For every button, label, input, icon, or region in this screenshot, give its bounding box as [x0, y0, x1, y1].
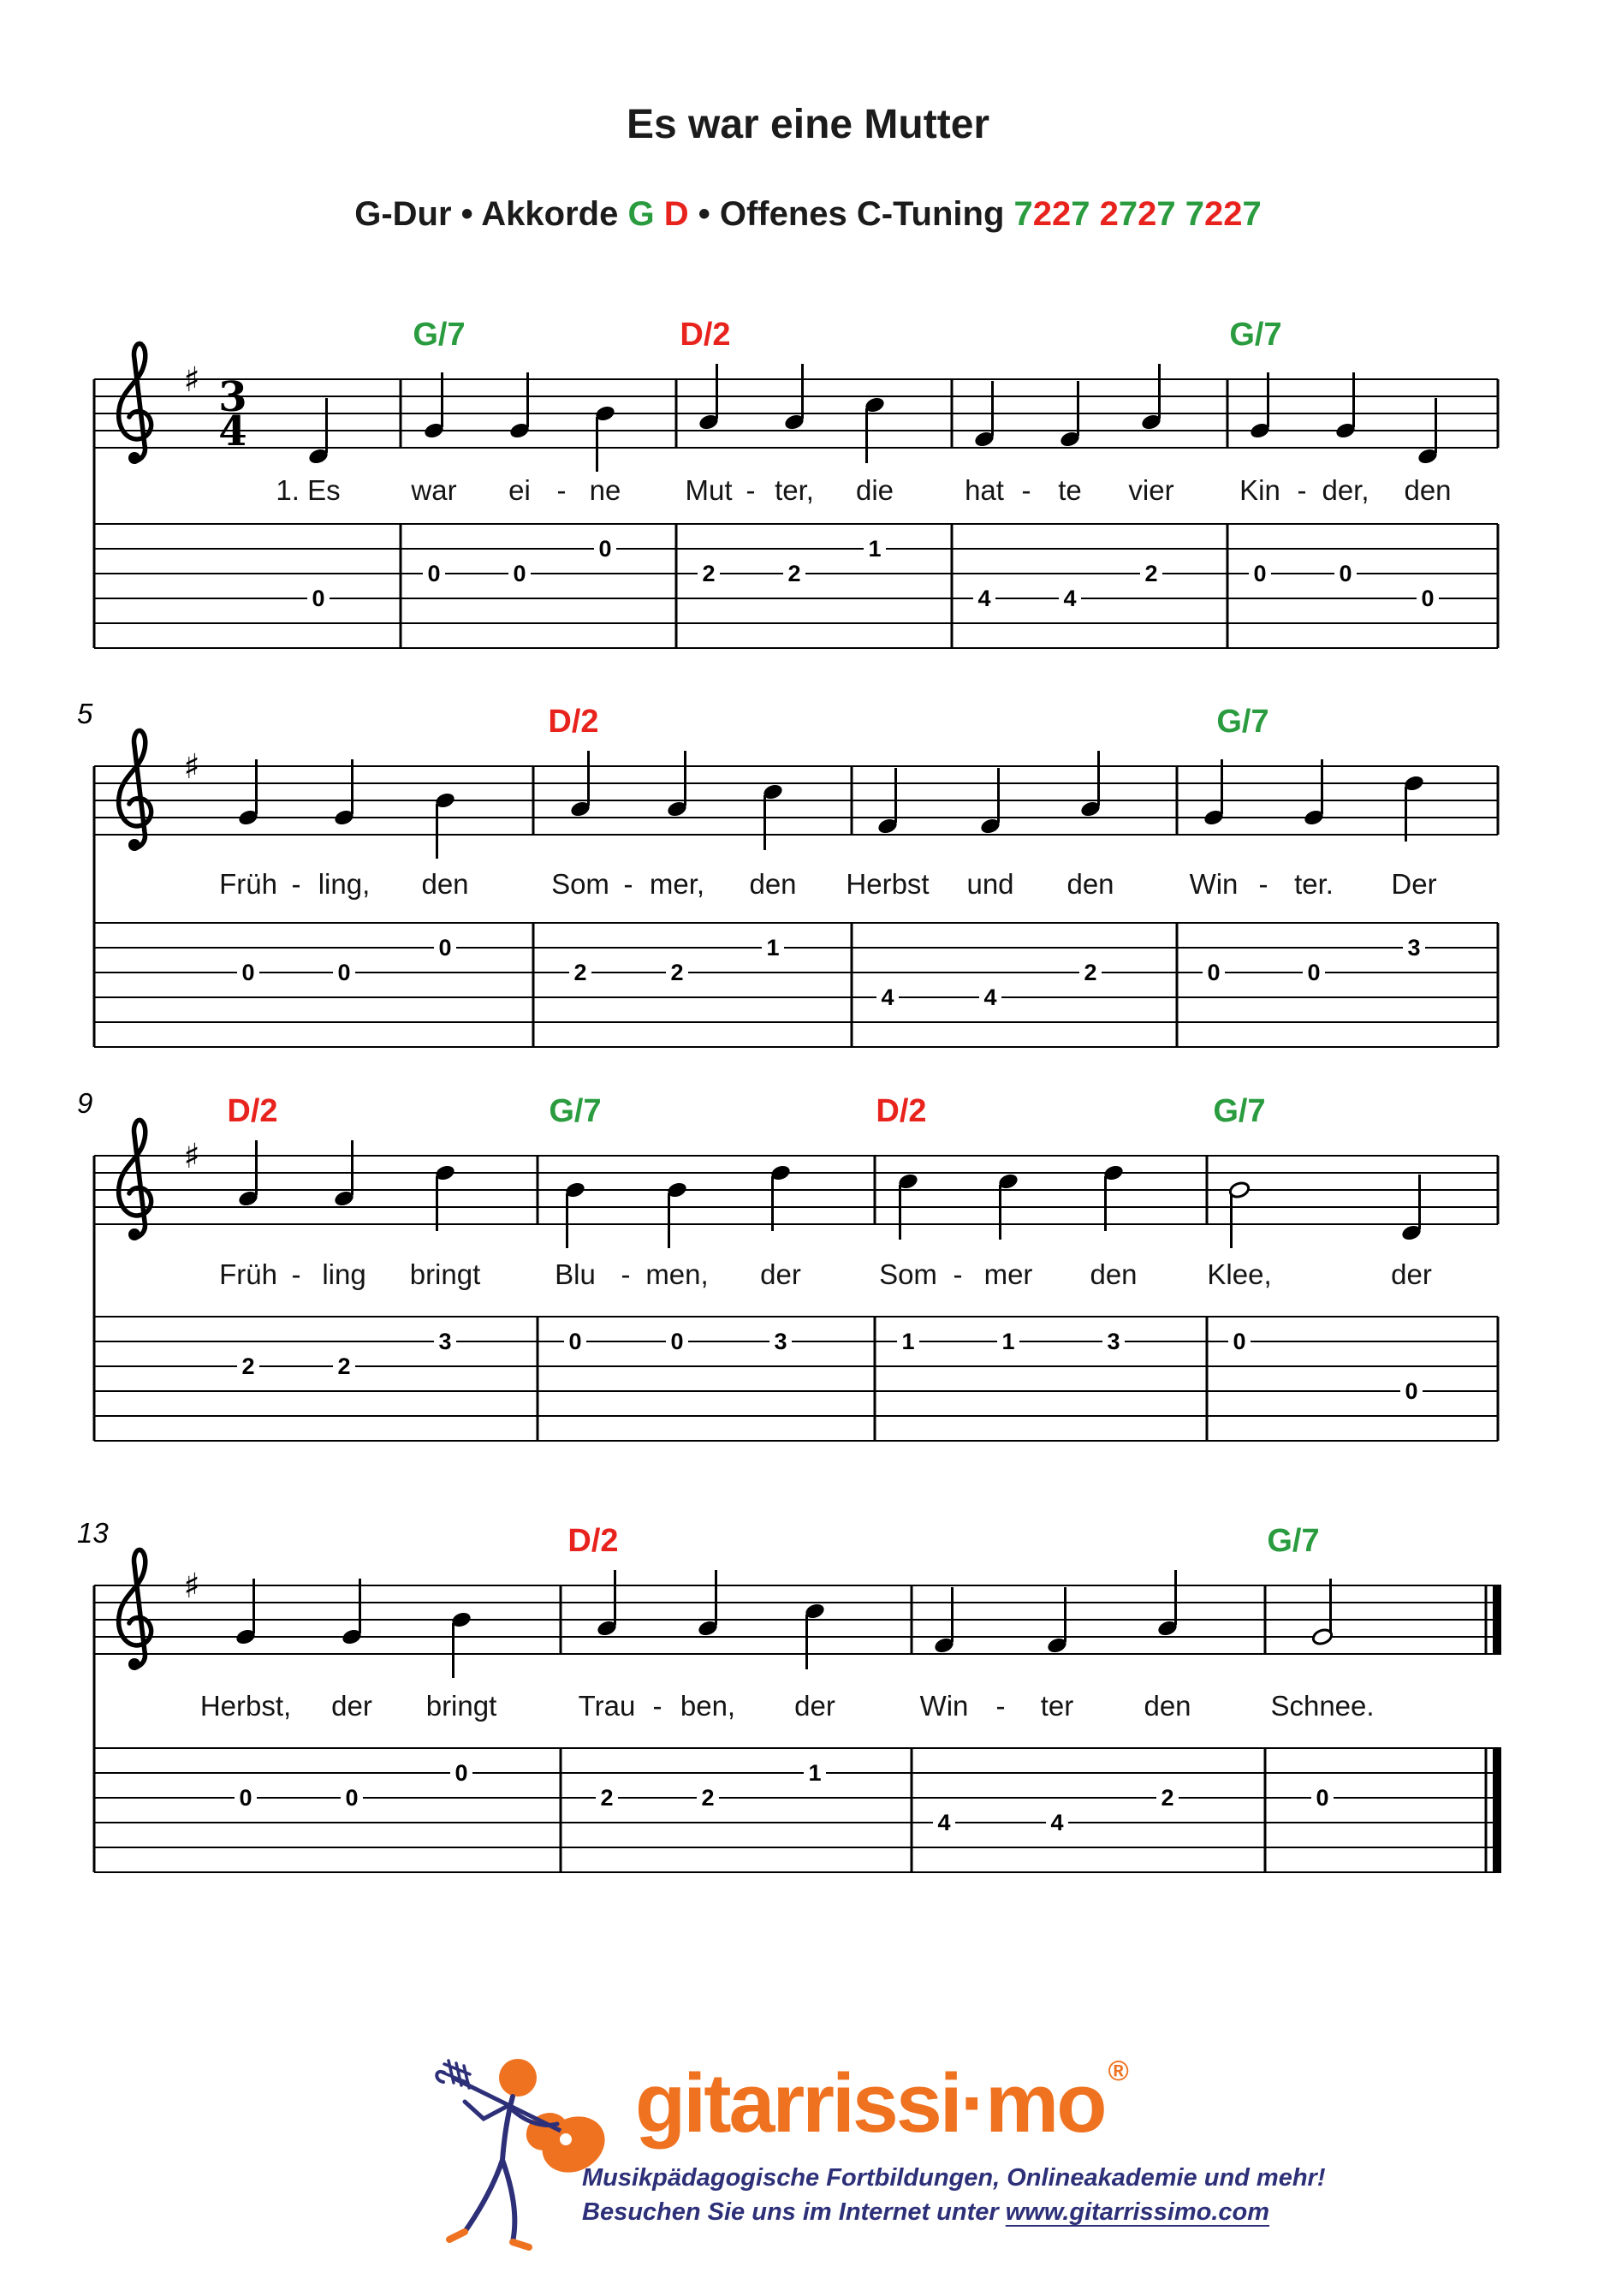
lyric-hyphen: - — [291, 1258, 301, 1290]
note — [307, 398, 330, 466]
lyric-syllable: ling — [322, 1258, 366, 1290]
website-link[interactable]: www.gitarrissimo.com — [1005, 2198, 1270, 2226]
chord-label: D/2 — [227, 1093, 278, 1129]
note — [423, 372, 445, 440]
note — [341, 1579, 363, 1646]
chord-label: D/2 — [876, 1093, 927, 1129]
treble-clef-icon — [119, 1550, 152, 1668]
chord-label: D/2 — [680, 317, 731, 353]
tab-fret-number: 4 — [1050, 1810, 1064, 1835]
treble-clef-icon — [119, 343, 152, 461]
tab-fret-number: 0 — [241, 960, 255, 985]
tab-fret-number: 0 — [1339, 561, 1352, 586]
note — [1311, 1579, 1334, 1646]
note — [997, 1172, 1019, 1240]
note — [762, 782, 784, 850]
lyric-syllable: te — [1058, 474, 1082, 506]
note — [1203, 759, 1225, 827]
lyric-syllable: mer, — [649, 868, 705, 900]
key-signature-sharp-icon: ♯ — [183, 1567, 200, 1606]
treble-clef-icon — [119, 730, 152, 848]
guitar-soundhole — [560, 2133, 572, 2145]
chord-label: G/7 — [1229, 317, 1282, 353]
treble-clef-icon — [128, 839, 140, 851]
tagline-2 — [582, 2198, 1269, 2227]
note — [564, 1181, 586, 1248]
note — [1403, 774, 1425, 842]
note — [237, 1140, 259, 1208]
lyric-syllable: war — [411, 474, 457, 506]
tab-fret-number: 0 — [427, 561, 441, 586]
tab-fret-number: 1 — [868, 536, 882, 562]
tab-fret-number: 4 — [937, 1810, 951, 1835]
mascot-foot-back — [449, 2232, 465, 2239]
logo-wordmark: gitarrissi·mo — [635, 2056, 1105, 2150]
lyric-syllable: der — [331, 1690, 372, 1722]
tab-fret-number: 2 — [702, 561, 716, 586]
music-system — [77, 698, 1498, 1047]
lyric-syllable: ben, — [680, 1690, 736, 1722]
note — [1303, 759, 1325, 827]
subtitle-segment: 7 — [1118, 195, 1138, 233]
note — [666, 751, 688, 818]
tab-fret-number: 0 — [337, 960, 351, 985]
note — [434, 791, 456, 859]
note — [864, 396, 886, 463]
lyric-syllable: der — [1391, 1258, 1432, 1290]
page-title: Es war eine Mutter — [626, 102, 990, 147]
music-system — [77, 1517, 1501, 1873]
note — [769, 1163, 792, 1231]
tab-fret-number: 2 — [670, 960, 684, 985]
subtitle-segment: 7 — [1013, 195, 1033, 233]
tab-fret-number: 2 — [337, 1353, 351, 1379]
note — [1156, 1570, 1179, 1638]
tab-fret-number: 0 — [598, 536, 612, 562]
tab-fret-number: 1 — [808, 1760, 822, 1786]
final-barline-thick — [1493, 1747, 1501, 1873]
tab-fret-number: 0 — [312, 586, 325, 611]
lyric-syllable: den — [1066, 868, 1114, 900]
note — [973, 381, 995, 449]
tab-fret-number: 2 — [241, 1353, 255, 1379]
tab-fret-number: 2 — [573, 960, 587, 985]
tab-fret-number: 2 — [600, 1785, 614, 1811]
chord-label: D/2 — [567, 1523, 619, 1559]
subtitle-segment: 7 — [1156, 195, 1176, 233]
time-signature-top: 3 — [218, 373, 247, 421]
tab-fret-number: 0 — [1207, 960, 1221, 985]
tab-fret-number: 0 — [239, 1785, 253, 1811]
subtitle-segment: 22 — [1204, 195, 1243, 233]
lyric-syllable: Win — [1189, 868, 1239, 900]
tagline-2-text: Besuchen Sie uns im Internet unter — [582, 2198, 1006, 2226]
note — [1102, 1163, 1125, 1231]
subtitle-segment: • Akkorde — [451, 195, 628, 233]
logo-text — [635, 2055, 1129, 2150]
lyric-hyphen: - — [623, 868, 633, 900]
mascot-foot-front — [513, 2242, 529, 2247]
subtitle-segment: D — [663, 195, 689, 233]
mascot-head — [499, 2059, 537, 2097]
lyric-syllable: vier — [1128, 474, 1174, 506]
lyric-hyphen: - — [1021, 474, 1031, 506]
lyric-syllable: Herbst — [846, 868, 930, 900]
lyric-syllable: ter — [1040, 1690, 1074, 1722]
key-signature-sharp-icon: ♯ — [183, 747, 200, 787]
subtitle-segment: 2 — [1099, 195, 1119, 233]
tab-fret-number: 0 — [1307, 960, 1321, 985]
music-system — [77, 1087, 1498, 1441]
tab-fret-number: 2 — [1161, 1785, 1174, 1811]
note — [1059, 381, 1081, 449]
lyric-hyphen: - — [995, 1690, 1006, 1722]
mascot-leg-front — [502, 2160, 514, 2242]
measure-number: 5 — [77, 698, 93, 729]
lyric-syllable: Herbst, — [199, 1690, 292, 1722]
tab-fret-number: 0 — [670, 1329, 684, 1354]
chord-label: G/7 — [1213, 1093, 1266, 1129]
tab-fret-number: 2 — [1144, 561, 1158, 586]
music-system — [94, 317, 1498, 648]
note — [1140, 364, 1162, 431]
note — [594, 404, 616, 472]
lyric-syllable: den — [749, 868, 797, 900]
subtitle-segment: 2 — [1138, 195, 1157, 233]
lyric-syllable: Der — [1391, 868, 1437, 900]
subtitle-segment: 7 — [1071, 195, 1090, 233]
lyric-hyphen: - — [291, 868, 301, 900]
key-signature-sharp-icon: ♯ — [183, 1137, 200, 1176]
note — [697, 1570, 719, 1638]
lyric-syllable: Win — [919, 1690, 969, 1722]
registered-mark: ® — [1108, 2055, 1129, 2086]
subtitle-segment: 22 — [1032, 195, 1072, 233]
lyric-syllable: der, — [1322, 474, 1369, 506]
treble-clef-icon — [128, 1228, 140, 1240]
subtitle-segment: G — [627, 195, 655, 233]
tab-fret-number: 0 — [1253, 561, 1267, 586]
final-barline-thick — [1493, 1585, 1501, 1655]
note — [333, 759, 355, 827]
tab-fret-number: 1 — [766, 935, 780, 961]
subtitle-segment: 7 — [1185, 195, 1205, 233]
chord-label: G/7 — [549, 1093, 602, 1129]
note — [237, 759, 259, 827]
measure-number: 9 — [77, 1087, 93, 1119]
lyric-hyphen: - — [652, 1690, 662, 1722]
chord-label: D/2 — [548, 704, 599, 740]
lyric-hyphen: - — [556, 474, 567, 506]
lyric-hyphen: - — [621, 1258, 631, 1290]
tab-fret-number: 1 — [901, 1329, 915, 1354]
lyric-syllable: ei — [508, 474, 531, 506]
tab-fret-number: 0 — [1421, 586, 1435, 611]
chord-label: G/7 — [1216, 704, 1269, 740]
lyric-syllable: bringt — [409, 1258, 481, 1290]
lyric-hyphen: - — [1297, 474, 1307, 506]
note — [933, 1587, 955, 1655]
lyric-syllable: Blu — [555, 1258, 596, 1290]
note — [897, 1172, 919, 1240]
lyric-syllable: hat — [965, 474, 1004, 506]
tab-fret-number: 0 — [1233, 1329, 1246, 1354]
lyric-syllable: Kin — [1239, 474, 1280, 506]
note — [979, 768, 1001, 836]
note — [235, 1579, 257, 1646]
treble-clef-icon — [128, 1658, 140, 1670]
tab-fret-number: 2 — [787, 561, 801, 586]
lyric-syllable: Trau — [578, 1690, 636, 1722]
note — [1334, 372, 1357, 440]
tab-fret-number: 0 — [568, 1329, 582, 1354]
treble-clef-icon — [128, 452, 140, 464]
lyric-syllable: und — [966, 868, 1014, 900]
lyric-syllable: den — [421, 868, 469, 900]
tab-fret-number: 3 — [1107, 1329, 1120, 1354]
tab-fret-number: 4 — [983, 984, 997, 1010]
time-signature-bottom: 4 — [218, 407, 247, 455]
lyric-syllable: den — [1404, 474, 1452, 506]
lyric-syllable: Früh — [219, 1258, 277, 1290]
measure-number: 13 — [77, 1517, 109, 1549]
lyric-syllable: ne — [589, 474, 621, 506]
mascot-leg-back — [465, 2160, 502, 2232]
note — [508, 372, 531, 440]
note — [804, 1602, 826, 1669]
subtitle-segment: G-Dur — [354, 195, 452, 233]
lyric-syllable: der — [794, 1690, 835, 1722]
lyric-syllable: ter. — [1294, 868, 1334, 900]
tab-fret-number: 0 — [1316, 1785, 1329, 1811]
key-signature-sharp-icon: ♯ — [183, 360, 200, 400]
subtitle-segment: • Offenes C-Tuning — [688, 195, 1014, 233]
lyric-syllable: Som — [551, 868, 609, 900]
lyric-syllable: Som — [879, 1258, 937, 1290]
note — [783, 364, 805, 431]
note — [1228, 1181, 1251, 1248]
tab-fret-number: 0 — [1405, 1378, 1418, 1404]
tab-fret-number: 0 — [513, 561, 526, 586]
tab-fret-number: 4 — [977, 586, 991, 611]
note — [596, 1570, 618, 1638]
lyric-syllable: 1. Es — [276, 474, 341, 506]
tab-fret-number: 3 — [1407, 935, 1421, 961]
lyric-syllable: die — [855, 474, 894, 506]
lyric-syllable: der — [760, 1258, 801, 1290]
note — [876, 768, 899, 836]
lyric-hyphen: - — [1258, 868, 1268, 900]
note — [450, 1610, 472, 1678]
note — [434, 1163, 456, 1231]
note — [698, 364, 720, 431]
lyric-syllable: den — [1144, 1690, 1191, 1722]
tab-fret-number: 0 — [345, 1785, 359, 1811]
lyric-syllable: mer — [983, 1258, 1033, 1290]
lyric-syllable: bringt — [425, 1690, 497, 1722]
note — [1400, 1175, 1423, 1242]
tab-fret-number: 4 — [881, 984, 894, 1010]
lyric-syllable: den — [1090, 1258, 1138, 1290]
tab-fret-number: 2 — [701, 1785, 715, 1811]
lyric-hyphen: - — [953, 1258, 963, 1290]
lyric-syllable: Klee, — [1207, 1258, 1272, 1290]
tab-fret-number: 3 — [438, 1329, 452, 1354]
chord-label: G/7 — [413, 317, 466, 353]
lyric-syllable: men, — [645, 1258, 709, 1290]
tab-fret-number: 0 — [454, 1760, 468, 1786]
note — [1046, 1587, 1068, 1655]
lyric-syllable: Schnee. — [1270, 1690, 1375, 1722]
tab-fret-number: 0 — [438, 935, 452, 961]
note — [1079, 751, 1102, 818]
note — [569, 751, 591, 818]
note — [1417, 398, 1439, 466]
lyric-hyphen: - — [746, 474, 756, 506]
lyric-syllable: ter, — [775, 474, 814, 506]
tab-fret-number: 2 — [1084, 960, 1097, 985]
lyric-syllable: Früh — [219, 868, 277, 900]
tab-fret-number: 1 — [1001, 1329, 1015, 1354]
lyric-syllable: Mut — [685, 474, 733, 506]
treble-clef-icon — [119, 1120, 152, 1238]
tab-fret-number: 3 — [774, 1329, 787, 1354]
note — [333, 1140, 355, 1208]
note — [1249, 372, 1271, 440]
lyric-syllable: ling, — [318, 868, 371, 900]
tagline-1: Musikpädagogische Fortbildungen, Onlineakademie und mehr! — [582, 2164, 1326, 2192]
tab-fret-number: 4 — [1063, 586, 1077, 611]
chord-label: G/7 — [1267, 1523, 1320, 1559]
subtitle-segment: 7 — [1242, 195, 1262, 233]
note — [666, 1181, 688, 1248]
